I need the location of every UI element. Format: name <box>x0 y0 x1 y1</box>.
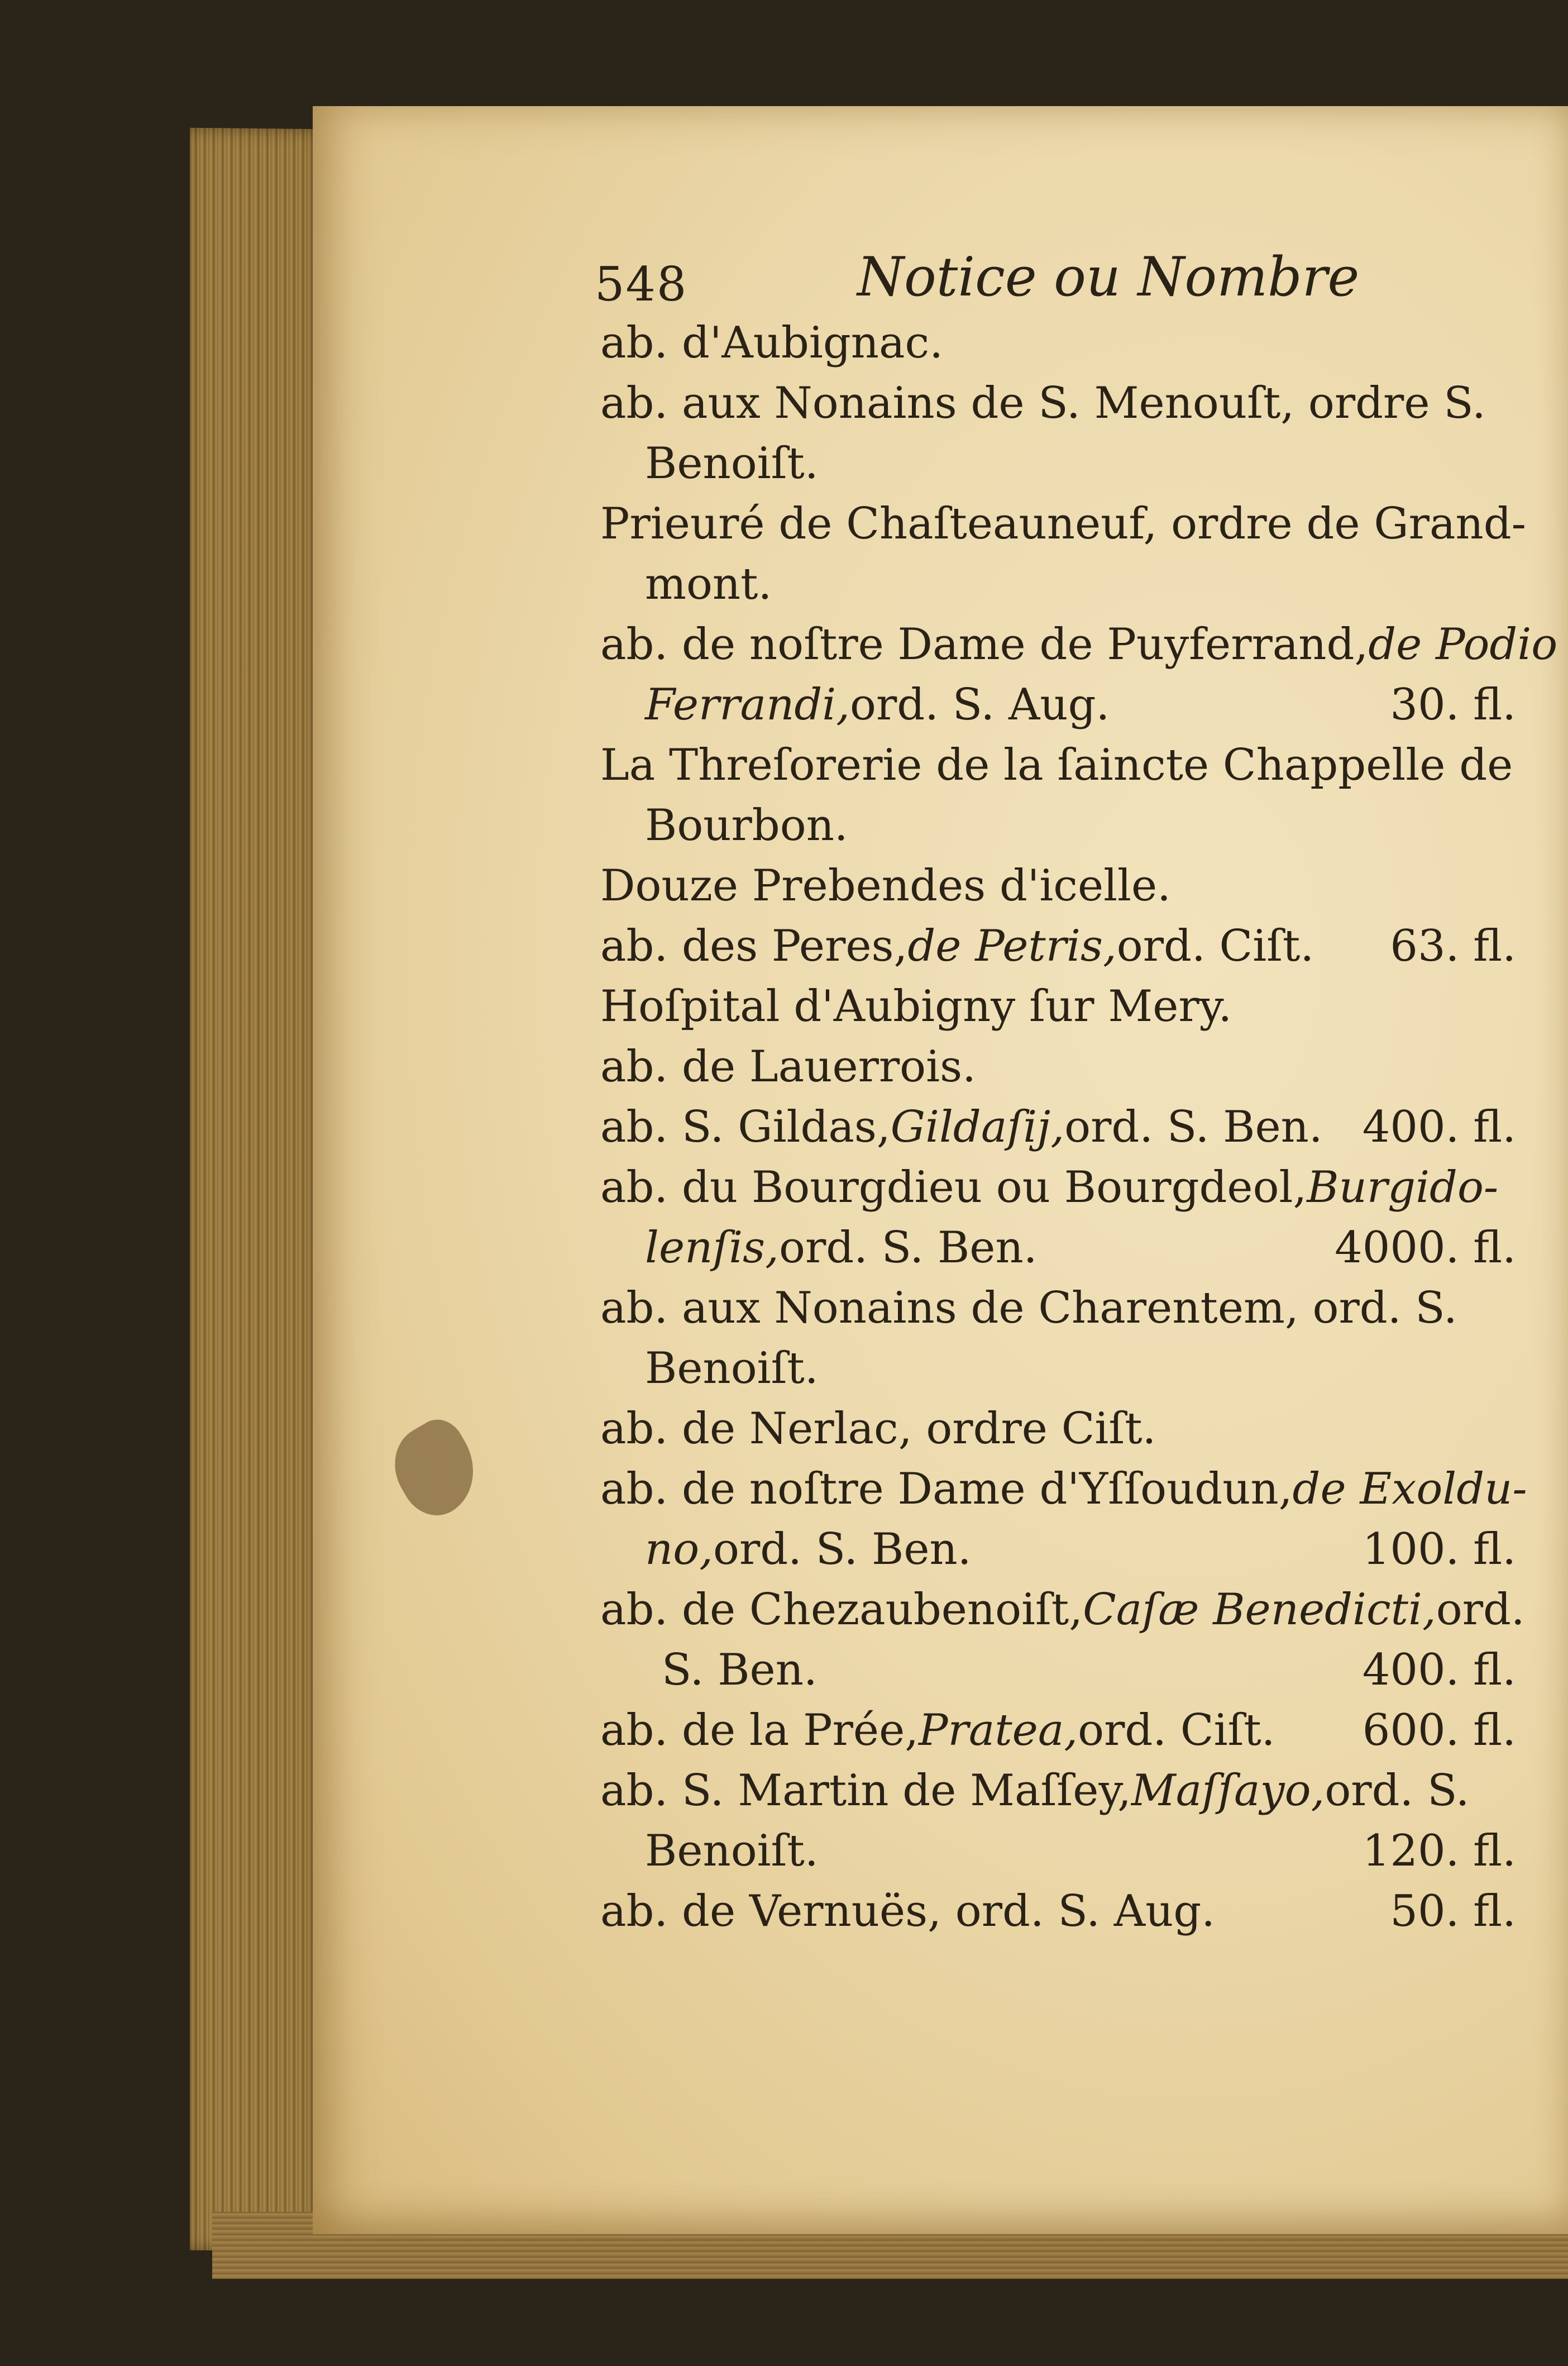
latin-name: Caſæ Benedicti, <box>1083 1585 1436 1635</box>
latin-name: Ferrandi, <box>645 680 850 730</box>
entry-line <box>600 795 1516 856</box>
latin-name: de Podio <box>1368 619 1558 670</box>
entry-line <box>600 976 1516 1037</box>
entry-text: mont. <box>645 559 772 609</box>
entry-line <box>600 1097 1516 1157</box>
page-stain <box>379 1411 491 1528</box>
entry-text: ab. aux Nonains de Charentem, ord. S. <box>600 1283 1457 1333</box>
latin-name: de Petris, <box>907 921 1117 971</box>
entry-text-rest: ord. S. Aug. <box>850 680 1110 730</box>
latin-name: lenſis, <box>645 1223 779 1273</box>
entry-line <box>600 1580 1525 1640</box>
entry-amount: 30. fl. <box>1390 680 1516 730</box>
entry-line <box>600 1218 1516 1278</box>
entry-line <box>600 554 1516 614</box>
entry-text: ab. du Bourgdieu ou Bourgdeol, <box>600 1162 1307 1213</box>
entry-text: Benoiſt. <box>645 1343 819 1394</box>
entry-line <box>600 1037 1516 1097</box>
entry-line <box>600 1761 1516 1821</box>
entry-text: ab. de la Prée, <box>600 1705 919 1756</box>
entry-line <box>600 1519 1516 1580</box>
book-fore-edge <box>190 128 324 2252</box>
entry-text: ab. S. Martin de Maſſey, <box>600 1766 1131 1816</box>
list-item <box>600 976 1516 1037</box>
entry-text: ab. S. Gildas, <box>600 1102 891 1152</box>
entry-text: Prieuré de Chaſteauneuf, ordre de Grand- <box>600 499 1526 549</box>
entry-text: ab. de Nerlac, ordre Ciſt. <box>600 1404 1156 1454</box>
entry-amount: 100. fl. <box>1362 1524 1516 1575</box>
latin-name: Pratea, <box>919 1705 1078 1756</box>
entry-text: ab. de Lauerrois. <box>600 1042 976 1092</box>
list-item <box>600 614 1558 735</box>
entry-line <box>600 313 1516 373</box>
entry-amount: 63. fl. <box>1390 921 1516 971</box>
entry-text: ab. de noſtre Dame de Puyferrand, <box>600 619 1369 670</box>
list-item <box>600 1700 1516 1761</box>
entry-text: Hoſpital d'Aubigny ſur Mery. <box>600 981 1232 1032</box>
list-item <box>600 313 1516 373</box>
latin-name: Gildaſij, <box>890 1102 1065 1152</box>
entry-text: ab. de noſtre Dame d'Yſſoudun, <box>600 1464 1293 1514</box>
list-item <box>600 856 1516 916</box>
entry-text: Bourbon. <box>645 800 848 851</box>
entry-text-rest: ord. Ciſt. <box>1116 921 1314 971</box>
entry-text-rest: ord. S. Ben. <box>713 1524 972 1575</box>
list-item <box>600 916 1516 976</box>
latin-name: Burgido- <box>1307 1162 1499 1213</box>
page-header <box>595 246 1516 313</box>
entry-text: ab. des Peres, <box>600 921 908 971</box>
entry-amount: 400. fl. <box>1362 1645 1516 1695</box>
entry-line <box>600 433 1516 494</box>
entry-line <box>600 1399 1516 1459</box>
entry-text: S. Ben. <box>662 1645 818 1695</box>
entry-text-rest: ord. <box>1436 1585 1525 1635</box>
list-item <box>600 1761 1516 1881</box>
entry-line <box>600 614 1558 675</box>
entry-text: Benoiſt. <box>645 1826 819 1876</box>
list-item <box>600 1157 1516 1278</box>
entry-line <box>600 1640 1516 1700</box>
entry-text-rest: ord. S. <box>1325 1766 1470 1816</box>
entry-text: ab. de Vernuës, ord. S. Aug. <box>600 1886 1216 1936</box>
list-item <box>600 1459 1527 1580</box>
entry-text: ab. de Chezaubenoiſt, <box>600 1585 1083 1635</box>
entry-line <box>600 675 1516 735</box>
entry-line <box>600 1278 1516 1338</box>
list-item <box>600 1399 1516 1459</box>
entry-line <box>600 1821 1516 1881</box>
list-item <box>600 1097 1516 1157</box>
list-item <box>600 494 1526 614</box>
entry-amount: 400. fl. <box>1362 1102 1516 1152</box>
entry-amount: 120. fl. <box>1362 1826 1516 1876</box>
entry-line <box>600 1459 1527 1519</box>
entry-line <box>600 735 1516 795</box>
list-item <box>600 373 1516 494</box>
entry-text: Douze Prebendes d'icelle. <box>600 861 1171 911</box>
latin-name: no, <box>645 1524 713 1575</box>
entry-text-rest: ord. S. Ben. <box>1064 1102 1323 1152</box>
entry-line <box>600 1700 1516 1761</box>
latin-name: Maſſayo, <box>1131 1766 1325 1816</box>
text-block <box>600 313 1558 1942</box>
latin-name: de Exoldu- <box>1292 1464 1527 1514</box>
entry-amount: 4000. fl. <box>1335 1223 1516 1273</box>
list-item <box>600 735 1516 856</box>
entry-amount: 600. fl. <box>1362 1705 1516 1756</box>
running-title: Notice ou Nombre <box>857 246 1360 308</box>
entry-text: ab. d'Aubignac. <box>600 318 943 368</box>
list-item <box>600 1881 1516 1942</box>
entry-line <box>600 494 1526 554</box>
entry-line <box>600 916 1516 976</box>
list-item <box>600 1278 1516 1399</box>
entry-line <box>600 1881 1516 1942</box>
entry-text: La Threſorerie de la ſaincte Chappelle de <box>600 740 1513 790</box>
list-item <box>600 1037 1516 1097</box>
entry-text-rest: ord. S. Ben. <box>778 1223 1038 1273</box>
entry-line <box>600 1157 1516 1218</box>
entry-line <box>600 856 1516 916</box>
entry-text: ab. aux Nonains de S. Menouſt, ordre S. <box>600 378 1486 428</box>
entry-amount: 50. fl. <box>1390 1886 1516 1936</box>
entry-text: Benoiſt. <box>645 438 819 489</box>
list-item <box>600 1580 1525 1700</box>
entry-text-rest: ord. Ciſt. <box>1078 1705 1275 1756</box>
entry-line <box>600 373 1516 433</box>
entry-line <box>600 1338 1516 1399</box>
page-number: 548 <box>595 257 688 312</box>
